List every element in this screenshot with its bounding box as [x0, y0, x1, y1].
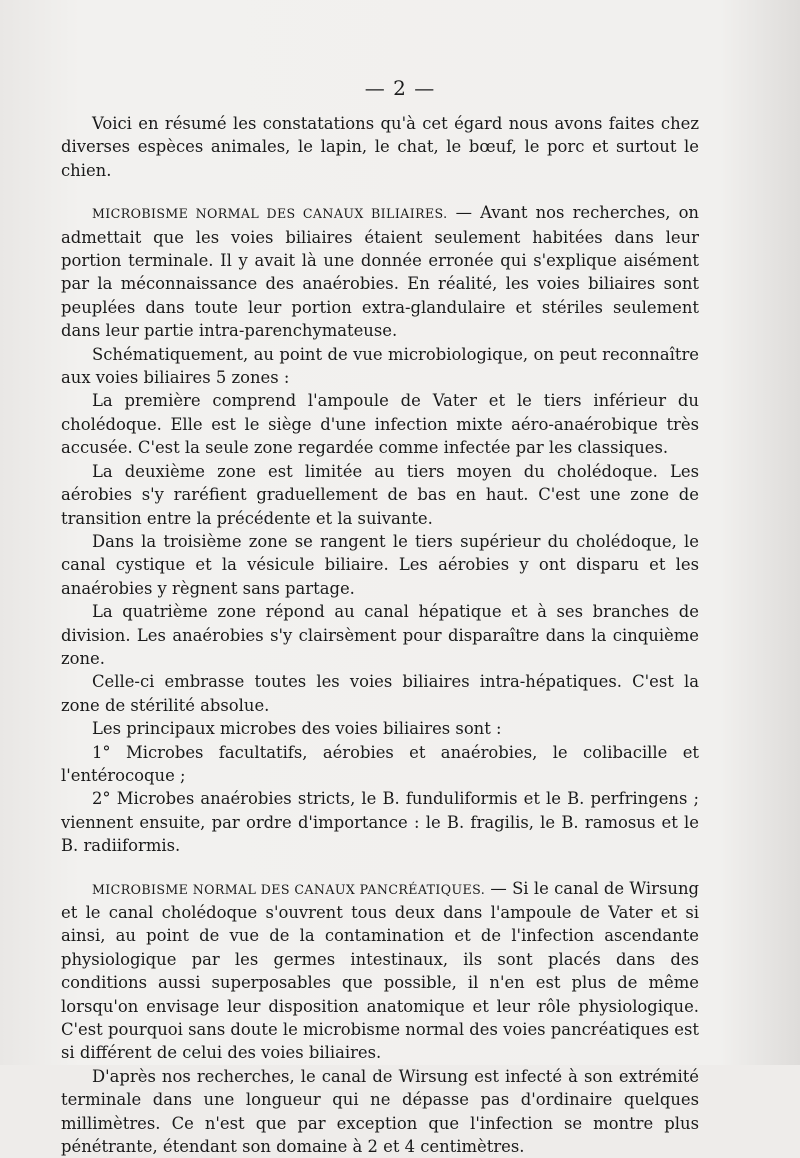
list-item: 2° Microbes anaérobies stricts, le B. funduliformis et le B. perfringens ; viennent ensuite, par ordre d'importance : le B. fragilis, le B. ramosus et le B. radiiformis.	[61, 789, 699, 856]
paragraph: D'après nos recherches, le canal de Wirsung est infecté à son extrémité terminale dans une longueur qui ne dépasse pas d'ordinaire quelques millimètres. Ce n'est que par exception que l'infection se montre plus pénétrante, étendant son domaine à 2 et 4 centimètres.	[61, 1066, 699, 1157]
paragraph: Schématiquement, au point de vue microbiologique, on peut reconnaître aux voies biliaires 5 zones :	[61, 344, 699, 388]
section-biliary	[61, 201, 699, 342]
body-text	[61, 112, 699, 1158]
list-item: 1° Microbes facultatifs, aérobies et anaérobies, le colibacille et l'entérocoque ;	[61, 742, 699, 785]
section-heading-pancreatic: MICROBISME NORMAL DES CANAUX PANCRÉATIQUES.	[92, 881, 486, 897]
paragraph: Dans la troisième zone se rangent le tiers supérieur du cholédoque, le canal cystique et la vésicule biliaire. Les aérobies y ont disparu et les anaérobies y règnent sans partage.	[61, 531, 699, 598]
paragraph: Celle-ci embrasse toutes les voies biliaires intra-hépatiques. C'est la zone de stérilité absolue.	[61, 672, 699, 715]
paragraph: La quatrième zone répond au canal hépatique et à ses branches de division. Les anaérobies s'y clairsèment pour disparaître dans la cinquième zone.	[61, 602, 699, 668]
paragraph: La première comprend l'ampoule de Vater et le tiers inférieur du cholédoque. Elle est le siège d'une infection mixte aéro-anaérobique très accusée. C'est la seule zone regardée comme infectée par les classiques.	[61, 391, 699, 458]
paragraph: Les principaux microbes des voies biliaires sont :	[92, 719, 502, 739]
section-pancreatic	[61, 877, 699, 1065]
intro-paragraph: Voici en résumé les constatations qu'à cet égard nous avons faites chez diverses espèces animales, le lapin, le chat, le bœuf, le porc et surtout le chien.	[61, 114, 699, 180]
section-heading-biliary: MICROBISME NORMAL DES CANAUX BILIAIRES.	[92, 206, 448, 222]
section-body-biliary: — Avant nos recherches, on admettait que les voies biliaires étaient seulement habitées dans leur portion terminale. Il y avait là une donnée erronée qui s'explique aisément par la méconnaissance des anaérobies. En réalité, les voies biliaires sont peuplées dans toute leur portion extra-glandulaire et stériles seulement dans leur partie intra-parenchymateuse.	[61, 203, 699, 341]
paragraph: La deuxième zone est limitée au tiers moyen du cholédoque. Les aérobies s'y raréfient graduellement de bas en haut. C'est une zone de transition entre la précédente et la suivante.	[61, 461, 699, 528]
page-number: — 2 —	[364, 76, 436, 100]
section-body-pancreatic: — Si le canal de Wirsung et le canal cholédoque s'ouvrent tous deux dans l'ampoule de Vater et si ainsi, au point de vue de la contamination et de l'infection ascendante physiologique par les germes intestinaux, ils sont placés dans des conditions aussi superposables que possible, il n'en est plus de même lorsqu'on envisage leur disposition anatomique et leur rôle physiologique. C'est pourquoi sans doute le microbisme normal des voies pancréatiques est si différent de celui des voies biliaires.	[61, 878, 700, 1063]
